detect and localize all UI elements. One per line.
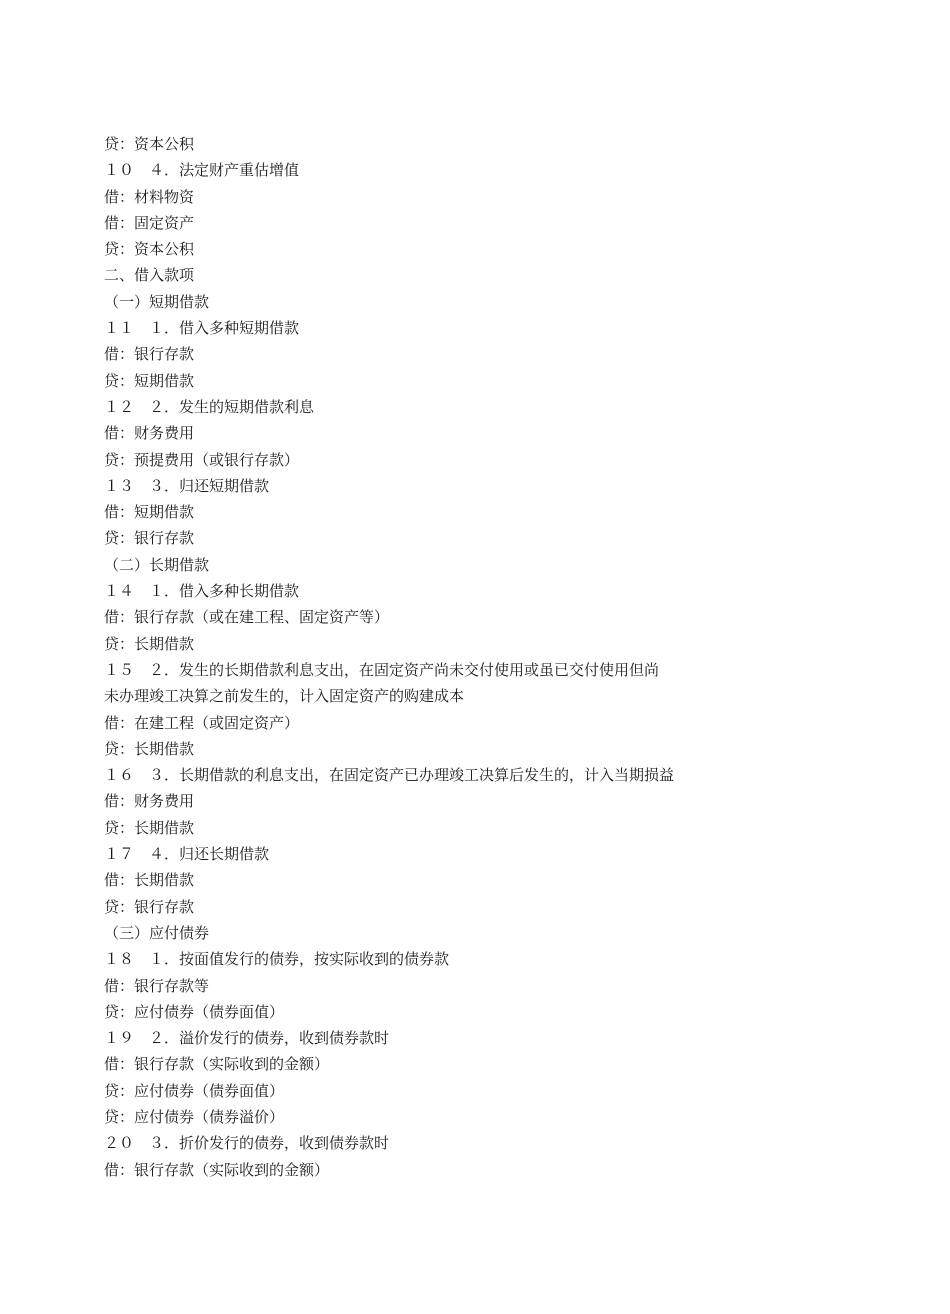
text-line: 借：银行存款（实际收到的金额） [104,1160,330,1179]
text-line: 贷：应付债券（债券面值） [104,1081,285,1100]
text-line: １０ ４．法定财产重估增值 [104,161,300,180]
text-line: 贷：长期借款 [104,634,195,653]
text-line: 借：财务费用 [104,424,195,443]
text-line: 贷：资本公积 [104,240,195,259]
text-line: 借：财务费用 [104,792,195,811]
text-line: １１ １．借入多种短期借款 [104,319,300,338]
text-line: 借：银行存款（实际收到的金额） [104,1055,330,1074]
text-line: 贷：长期借款 [104,818,195,837]
text-line: 贷：预提费用（或银行存款） [104,450,300,469]
text-line: 贷：应付债券（债券面值） [104,1002,285,1021]
text-line: 贷：短期借款 [104,371,195,390]
text-line: 贷：银行存款 [104,529,195,548]
text-line: 借：银行存款 [104,345,195,364]
text-line: ２０ ３．折价发行的债券，收到债券款时 [104,1134,390,1153]
text-line: １７ ４．归还长期借款 [104,845,270,864]
text-line: 贷：应付债券（债券溢价） [104,1107,285,1126]
text-line: （三）应付债券 [104,923,210,942]
text-line: （二）长期借款 [104,555,210,574]
text-line: 贷：长期借款 [104,739,195,758]
text-line: １６ ３．长期借款的利息支出，在固定资产已办理竣工决算后发生的，计入当期损益 [104,766,675,785]
text-line: １９ ２．溢价发行的债券，收到债券款时 [104,1029,390,1048]
text-line: 借：银行存款（或在建工程、固定资产等） [104,608,390,627]
text-line: 二、借入款项 [104,266,195,285]
text-line: 未办理竣工决算之前发生的，计入固定资产的购建成本 [104,687,465,706]
text-line: 借：固定资产 [104,213,195,232]
text-line: １５ ２．发生的长期借款利息支出，在固定资产尚未交付使用或虽已交付使用但尚 [104,660,660,679]
text-line: （一）短期借款 [104,292,210,311]
document-body [104,131,864,1183]
text-line: １８ １．按面值发行的债券，按实际收到的债券款 [104,950,450,969]
text-line: １２ ２．发生的短期借款利息 [104,397,315,416]
text-line: 借：银行存款等 [104,976,210,995]
text-line: １３ ３．归还短期借款 [104,476,270,495]
text-line: 借：短期借款 [104,503,195,522]
text-line: 贷：资本公积 [104,135,195,153]
text-line: 贷：银行存款 [104,897,195,916]
text-line: １４ １．借入多种长期借款 [104,582,300,601]
text-line: 借：长期借款 [104,871,195,890]
text-line: 借：材料物资 [104,187,195,206]
text-line: 借：在建工程（或固定资产） [104,713,300,732]
